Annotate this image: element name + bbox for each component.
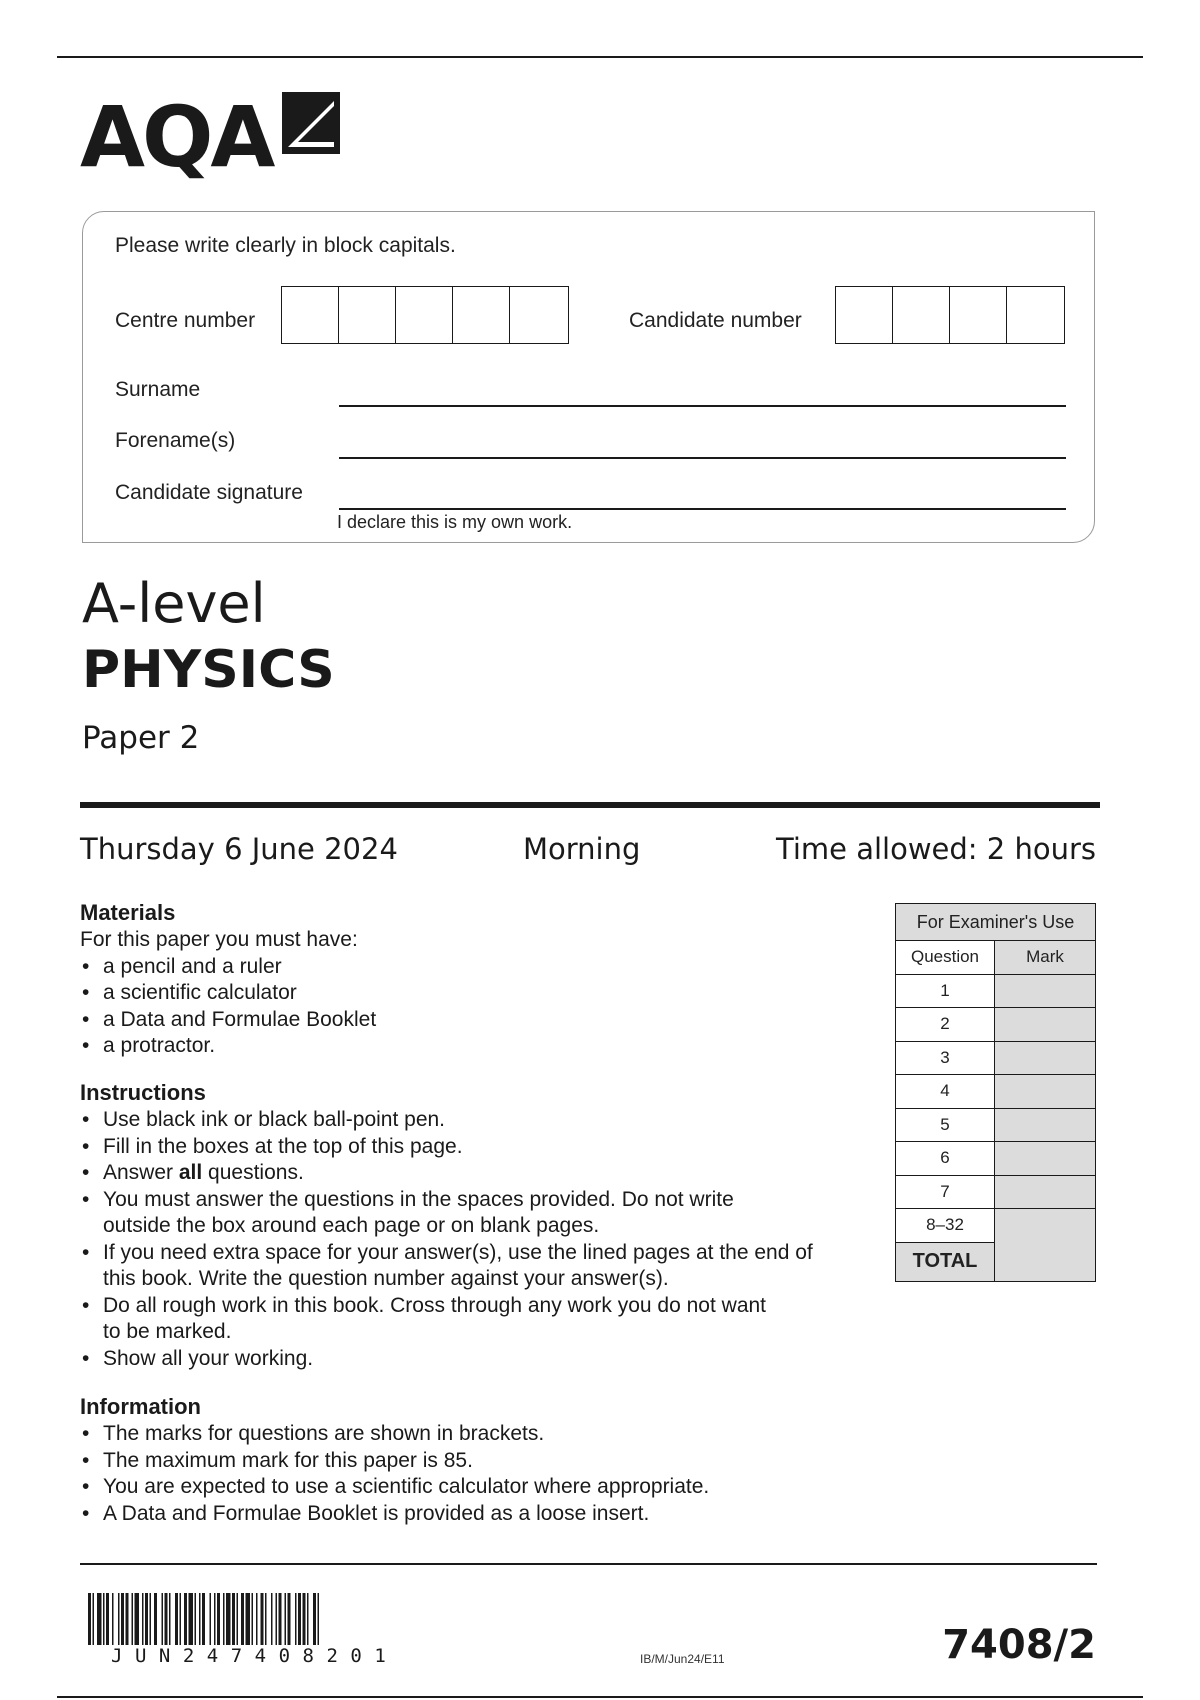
instruction-text: outside the box around each page or on blank pages. — [103, 1214, 600, 1237]
information-item: • The maximum mark for this paper is 85. — [80, 1448, 880, 1475]
question-number: 7 — [896, 1175, 995, 1209]
centre-number-boxes — [281, 286, 569, 344]
centre-number-cell[interactable] — [510, 287, 567, 343]
title-rule — [80, 802, 1100, 808]
block-capitals-instruction: Please write clearly in block capitals. — [115, 234, 456, 257]
exam-paper: Paper 2 — [82, 720, 200, 756]
mark-column-header: Mark — [995, 941, 1096, 975]
instruction-item: • Use black ink or black ball-point pen. — [80, 1107, 880, 1134]
instruction-text: to be marked. — [103, 1320, 232, 1343]
footer-rule — [80, 1563, 1097, 1565]
question-number: 3 — [896, 1041, 995, 1075]
examiners-use-table — [895, 903, 1096, 1282]
candidate-number-boxes — [835, 286, 1065, 344]
examiners-use-title: For Examiner's Use — [896, 904, 1096, 941]
instruction-item — [80, 1160, 880, 1187]
instructions-section — [80, 1079, 880, 1372]
centre-number-cell[interactable] — [339, 287, 396, 343]
candidate-number-cell[interactable] — [1007, 287, 1064, 343]
instruction-text: Answer — [103, 1161, 179, 1184]
barcode-icon — [88, 1593, 470, 1645]
signature-line[interactable] — [339, 508, 1066, 510]
mark-cell — [995, 1041, 1096, 1075]
candidate-number-cell[interactable] — [836, 287, 893, 343]
information-heading: Information — [80, 1394, 201, 1419]
materials-intro: For this paper you must have: — [80, 928, 358, 951]
paper-code: 7408/2 — [942, 1622, 1096, 1668]
exam-subject: PHYSICS — [82, 640, 335, 700]
surname-line[interactable] — [339, 405, 1066, 407]
mark-cell — [995, 1108, 1096, 1142]
barcode-number: JUN247408201 — [111, 1645, 399, 1667]
instruction-item: • Fill in the boxes at the top of this page. — [80, 1134, 880, 1161]
instruction-text: You must answer the questions in the spaces provided. Do not write — [103, 1187, 734, 1211]
instruction-emphasis: all — [178, 1161, 203, 1184]
mark-cell — [995, 1175, 1096, 1209]
declaration-text: I declare this is my own work. — [337, 512, 573, 532]
centre-number-label: Centre number — [115, 309, 256, 332]
instruction-item: • Show all your working. — [80, 1346, 880, 1373]
question-number: 2 — [896, 1008, 995, 1042]
mark-cell — [995, 974, 1096, 1008]
instruction-item — [80, 1240, 880, 1293]
materials-item: • a protractor. — [80, 1033, 880, 1060]
question-number: 4 — [896, 1075, 995, 1109]
instruction-text: Do all rough work in this book. Cross through any work you do not want — [103, 1293, 767, 1317]
aqa-logo-text: AQA — [80, 88, 273, 186]
mark-cell — [995, 1075, 1096, 1109]
candidate-details-box — [82, 211, 1095, 543]
question-number: 8–32 — [896, 1209, 995, 1243]
materials-item: • a Data and Formulae Booklet — [80, 1007, 880, 1034]
instruction-text: this book. Write the question number against your answer(s). — [103, 1267, 669, 1290]
instruction-item — [80, 1187, 880, 1240]
instruction-text: questions. — [202, 1161, 304, 1184]
centre-number-cell[interactable] — [396, 287, 453, 343]
paper-reference: IB/M/Jun24/E11 — [640, 1652, 725, 1666]
instruction-item — [80, 1293, 880, 1346]
instruction-text: If you need extra space for your answer(s), use the lined pages at the end of — [103, 1240, 813, 1264]
information-section — [80, 1393, 880, 1527]
materials-heading: Materials — [80, 900, 176, 925]
exam-level: A-level — [82, 572, 266, 635]
exam-date: Thursday 6 June 2024 — [80, 832, 398, 866]
question-number: 1 — [896, 974, 995, 1008]
information-item: • The marks for questions are shown in brackets. — [80, 1421, 880, 1448]
forenames-line[interactable] — [339, 457, 1066, 459]
materials-section — [80, 899, 880, 1060]
candidate-signature-label: Candidate signature — [115, 481, 303, 504]
materials-item: • a scientific calculator — [80, 980, 880, 1007]
centre-number-cell[interactable] — [453, 287, 510, 343]
centre-number-cell[interactable] — [282, 287, 339, 343]
materials-item: • a pencil and a ruler — [80, 954, 880, 981]
aqa-logo-mark-icon — [282, 92, 340, 154]
candidate-number-cell[interactable] — [893, 287, 950, 343]
question-column-header: Question — [896, 941, 995, 975]
candidate-number-cell[interactable] — [950, 287, 1007, 343]
surname-label: Surname — [115, 378, 201, 401]
question-number: 6 — [896, 1142, 995, 1176]
mark-cell — [995, 1008, 1096, 1042]
mark-cell — [995, 1209, 1096, 1282]
question-number: 5 — [896, 1108, 995, 1142]
forenames-label: Forename(s) — [115, 429, 236, 452]
mark-cell — [995, 1142, 1096, 1176]
information-item: • A Data and Formulae Booklet is provided as a loose insert. — [80, 1501, 880, 1528]
time-allowed: Time allowed: 2 hours — [776, 832, 1096, 866]
candidate-number-label: Candidate number — [629, 309, 802, 332]
bottom-rule — [57, 1696, 1143, 1698]
total-label: TOTAL — [896, 1242, 995, 1281]
information-item: • You are expected to use a scientific calculator where appropriate. — [80, 1474, 880, 1501]
exam-session: Morning — [523, 832, 641, 866]
instructions-heading: Instructions — [80, 1080, 206, 1105]
top-rule — [57, 56, 1143, 58]
